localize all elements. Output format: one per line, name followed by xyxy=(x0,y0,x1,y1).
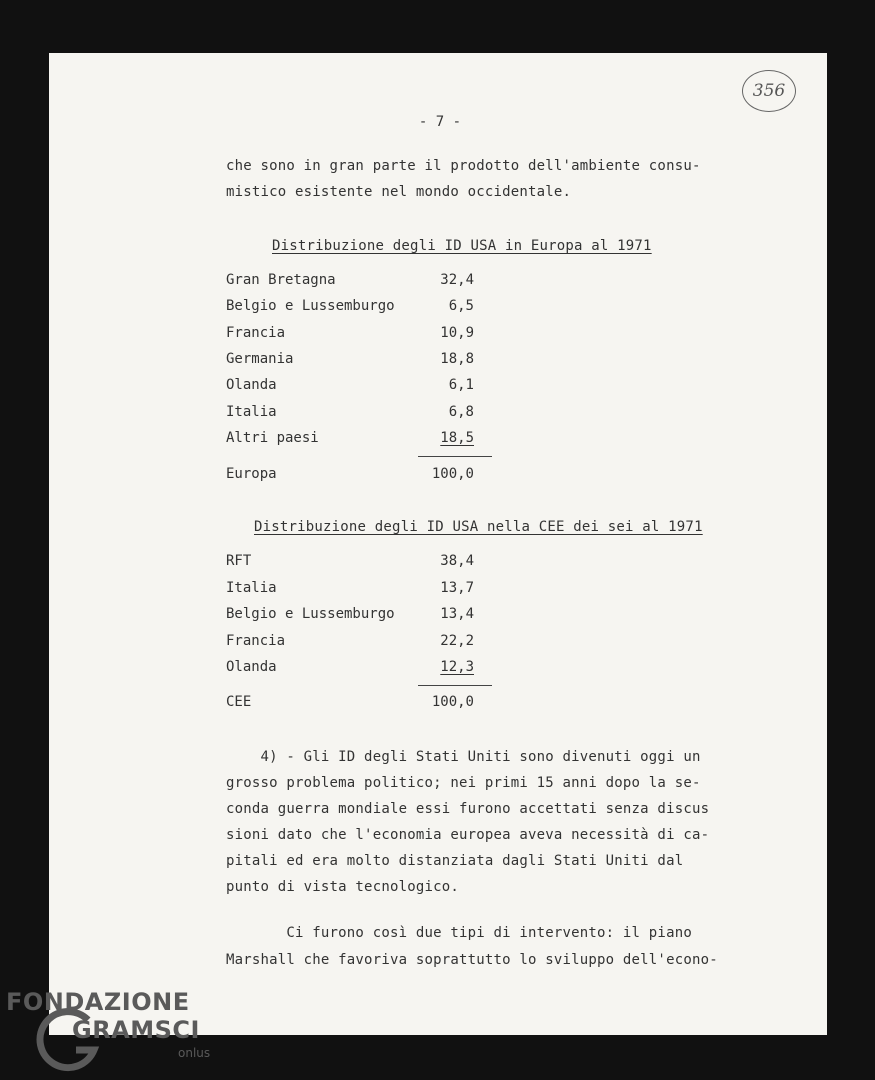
value: 6,8 xyxy=(448,404,474,420)
country-name: Germania xyxy=(226,351,294,367)
table1-row xyxy=(226,351,486,373)
value: 18,8 xyxy=(440,351,474,367)
paragraph1-line-1: 4) - Gli ID degli Stati Uniti sono divenuti oggi un xyxy=(226,749,701,765)
table2-total-rule xyxy=(418,685,492,686)
table2-row xyxy=(226,659,486,681)
table2-title: Distribuzione degli ID USA nella CEE dei sei al 1971 xyxy=(254,519,703,535)
table2-row xyxy=(226,606,486,628)
table1-row xyxy=(226,325,486,347)
value: 38,4 xyxy=(440,553,474,569)
paragraph2-line-2: Marshall che favoriva soprattutto lo sviluppo dell'econo- xyxy=(226,952,718,968)
country-name: Francia xyxy=(226,325,286,341)
country-name: Olanda xyxy=(226,659,277,675)
value: 10,9 xyxy=(440,325,474,341)
intro-line-2: mistico esistente nel mondo occidentale. xyxy=(226,184,572,200)
page-number: - 7 - xyxy=(418,114,462,130)
country-name: Italia xyxy=(226,404,277,420)
value: 6,1 xyxy=(448,377,474,393)
table1-row xyxy=(226,404,486,426)
country-name: RFT xyxy=(226,553,252,569)
table2-row xyxy=(226,633,486,655)
value: 22,2 xyxy=(440,633,474,649)
paragraph1-line-3: conda guerra mondiale essi furono accettati senza discus xyxy=(226,801,710,817)
value: 18,5 xyxy=(440,430,474,446)
watermark-line-3: onlus xyxy=(178,1046,211,1060)
total-label: CEE xyxy=(226,694,252,710)
watermark-line-2: GRAMSCI xyxy=(72,1016,200,1044)
total-value: 100,0 xyxy=(431,694,474,710)
table1-row xyxy=(226,272,486,294)
value: 13,7 xyxy=(440,580,474,596)
archive-stamp: 356 xyxy=(742,70,796,112)
country-name: Belgio e Lussemburgo xyxy=(226,606,395,622)
table2-row xyxy=(226,553,486,575)
table1-row xyxy=(226,298,486,320)
country-name: Olanda xyxy=(226,377,277,393)
country-name: Francia xyxy=(226,633,286,649)
paragraph1-line-2: grosso problema politico; nei primi 15 anni dopo la se- xyxy=(226,775,701,791)
fondazione-gramsci-watermark xyxy=(6,988,226,1078)
paragraph1-line-6: punto di vista tecnologico. xyxy=(226,879,459,895)
value: 6,5 xyxy=(448,298,474,314)
total-label: Europa xyxy=(226,466,277,482)
table1-total-row xyxy=(226,466,486,488)
table1-total-rule xyxy=(418,456,492,457)
table2-row xyxy=(226,580,486,602)
total-value: 100,0 xyxy=(431,466,474,482)
table1-title: Distribuzione degli ID USA in Europa al 1971 xyxy=(272,238,652,254)
country-name: Belgio e Lussemburgo xyxy=(226,298,395,314)
value: 13,4 xyxy=(440,606,474,622)
intro-line-1: che sono in gran parte il prodotto dell'ambiente consu- xyxy=(226,158,701,174)
country-name: Italia xyxy=(226,580,277,596)
paragraph2-line-1: Ci furono così due tipi di intervento: il piano xyxy=(226,925,692,941)
value: 12,3 xyxy=(440,659,474,675)
country-name: Gran Bretagna xyxy=(226,272,336,288)
table2-total-row xyxy=(226,694,486,716)
paragraph1-line-5: pitali ed era molto distanziata dagli Stati Uniti dal xyxy=(226,853,684,869)
table1-row xyxy=(226,377,486,399)
table1-row xyxy=(226,430,486,452)
watermark-line-1: FONDAZIONE xyxy=(6,988,190,1016)
country-name: Altri paesi xyxy=(226,430,319,446)
value: 32,4 xyxy=(440,272,474,288)
paragraph1-line-4: sioni dato che l'economia europea aveva necessità di ca- xyxy=(226,827,710,843)
